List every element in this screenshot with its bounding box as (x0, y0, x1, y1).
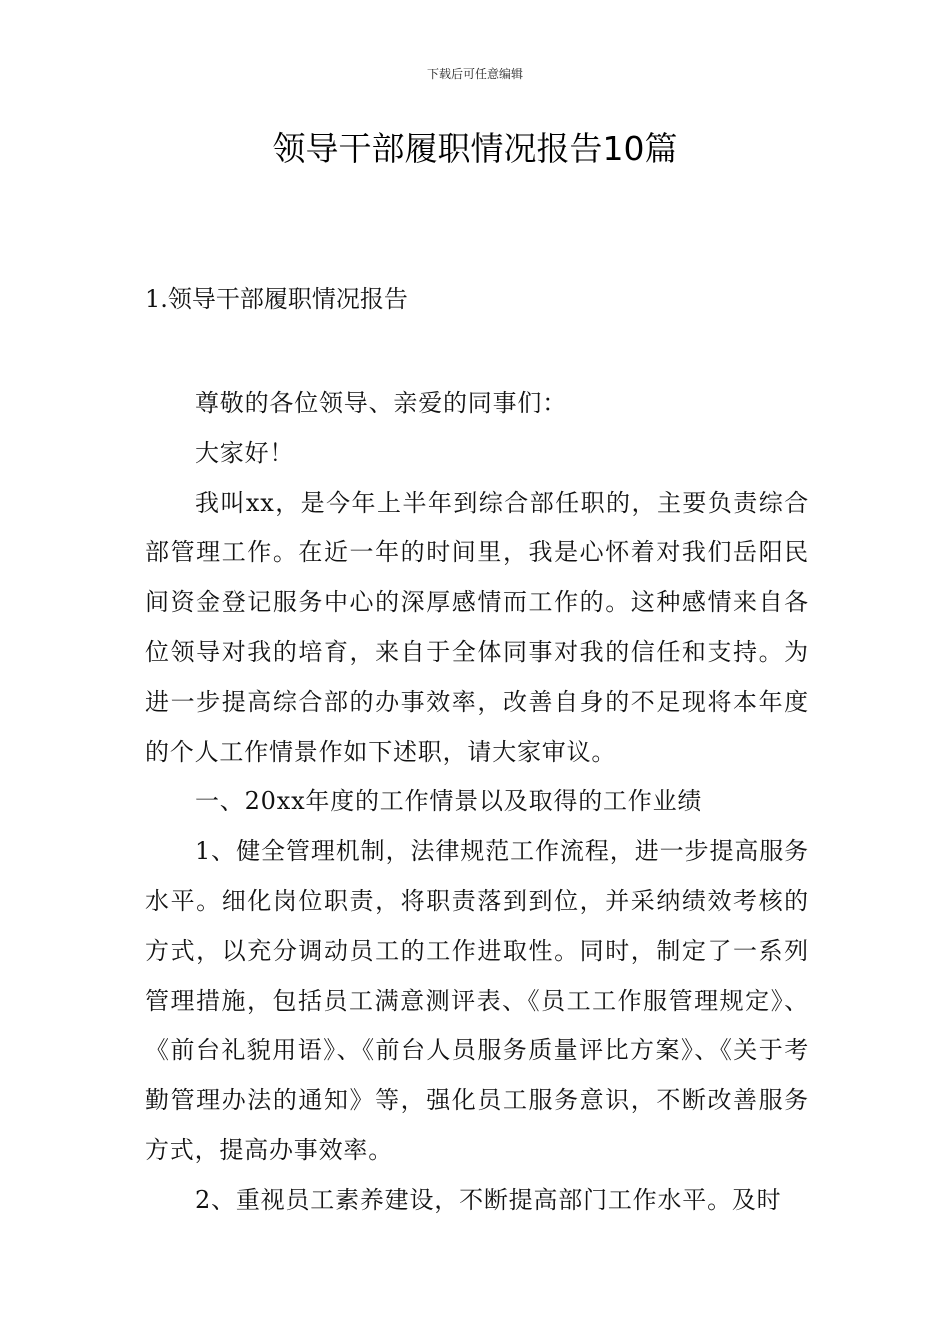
document-body (145, 379, 809, 1226)
header-note: 下载后可任意编辑 (426, 67, 523, 81)
section-heading: 1.领导干部履职情况报告 (145, 285, 408, 313)
item-1-paragraph: 1、健全管理机制，法律规范工作流程，进一步提高服务水平。细化岗位职责，将职责落到到位，并采纳绩效考核的方式，以充分调动员工的工作进取性。同时，制定了一系列管理措施，包括员工满意测评表、《员工工作服管理规定》、《前台礼貌用语》、《前台人员服务质量评比方案》、《关于考勤管理办法的通知》等，强化员工服务意识，不断改善服务方式，提高办事效率。 (145, 837, 809, 1164)
salutation-paragraph: 尊敬的各位领导、亲爱的同事们： (195, 389, 567, 417)
item-2-paragraph: 2、重视员工素养建设，不断提高部门工作水平。及时 (195, 1185, 782, 1214)
greeting-paragraph: 大家好！ (195, 438, 295, 467)
intro-paragraph: 我叫xx，是今年上半年到综合部任职的，主要负责综合部管理工作。在近一年的时间里，我是心怀着对我们岳阳民间资金登记服务中心的深厚感情而工作的。这种感情来自各位领导对我的培育，来自于全体同事对我的信任和支持。为进一步提高综合部的办事效率，改善自身的不足现将本年度的个人工作情景作如下述职，请大家审议。 (145, 488, 809, 766)
subheading-paragraph: 一、20xx年度的工作情景以及取得的工作业绩 (195, 787, 703, 816)
document-title: 领导干部履职情况报告10篇 (272, 129, 678, 168)
